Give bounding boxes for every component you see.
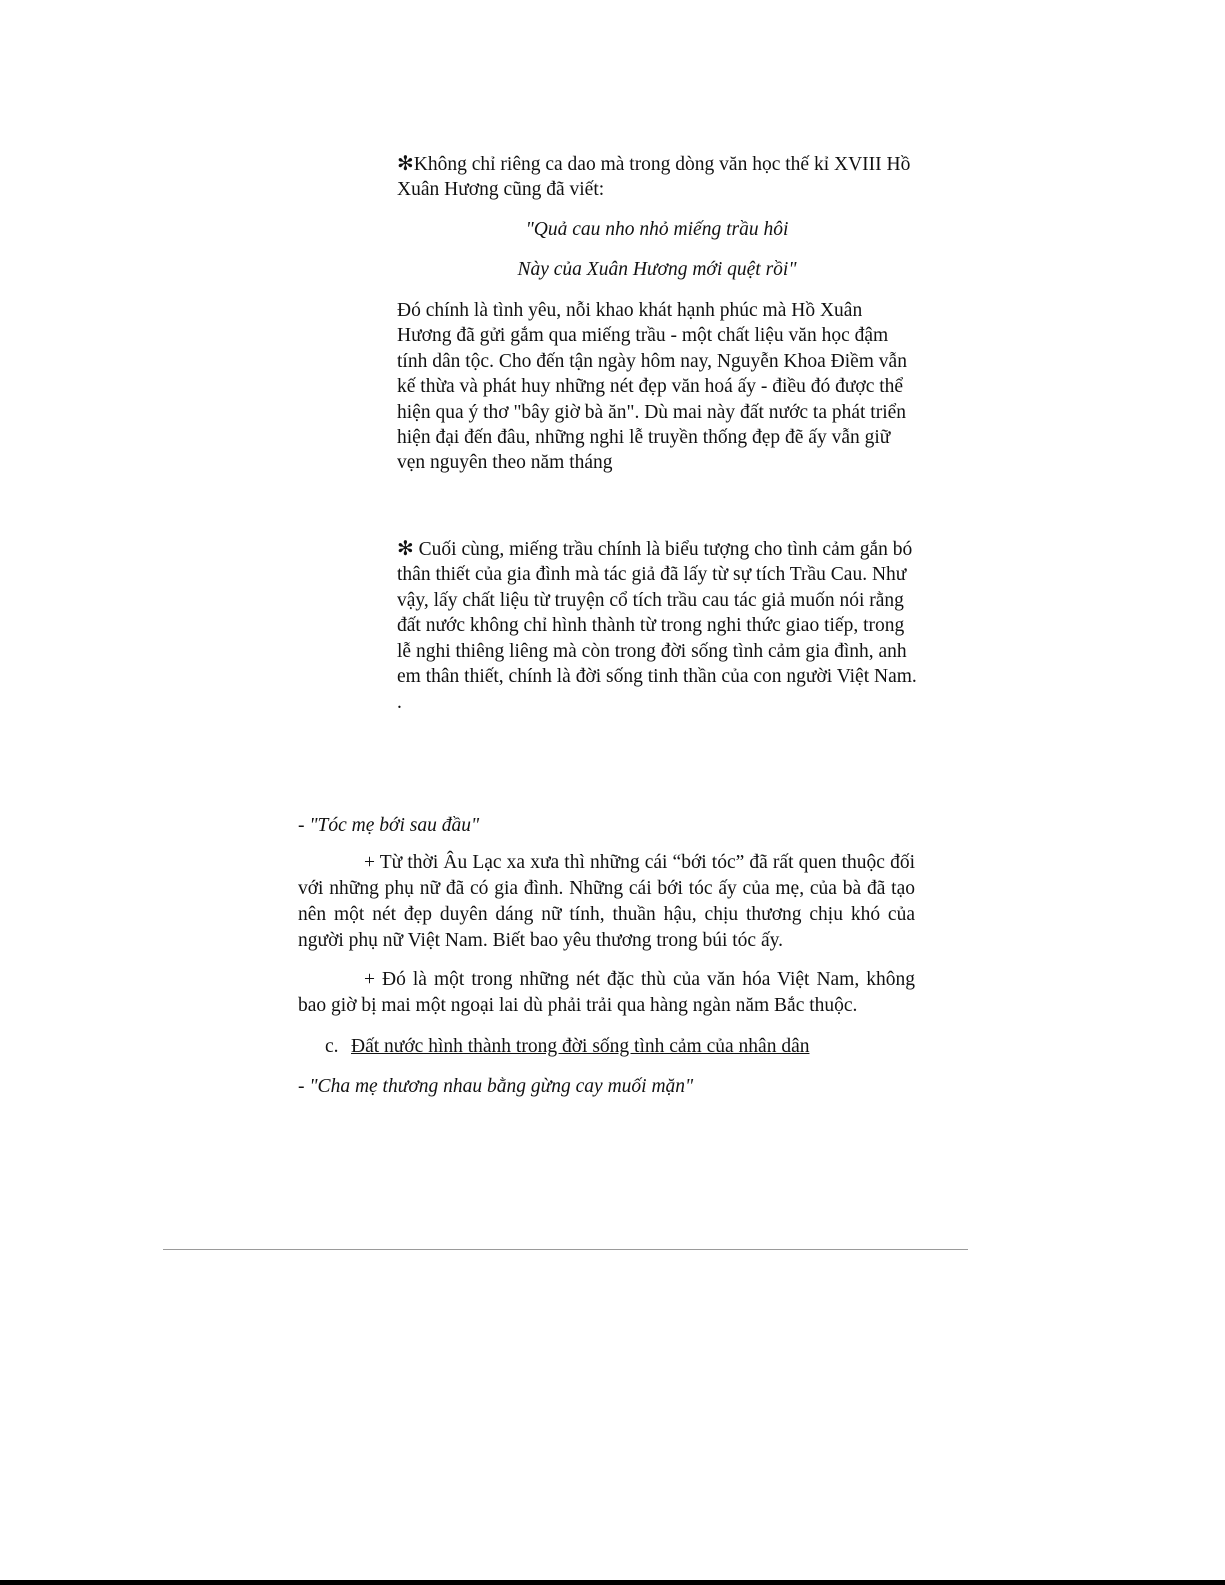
paragraph-trau-cau-legend: [397, 536, 917, 689]
poem-line-2: Này của Xuân Hương mới quệt rồi": [517, 259, 797, 280]
paragraph-van-hoa: + Đó là một trong những nét đặc thù của văn hóa Việt Nam, không bao giờ bị mai một ngoại lai dù phải trải qua hàng ngàn năm Bắc thuộc.: [298, 969, 915, 1016]
bottom-edge-bar: [0, 1580, 1225, 1585]
paragraph-text: Cuối cùng, miếng trầu chính là biểu tượng cho tình cảm gắn bó thân thiết của gia đình mà tác giả đã lấy từ sự tích Trầu Cau. Như vậy, lấy chất liệu từ truyện cổ tích trầu cau tác giả muốn nói rằng đất nước không chỉ hình thành từ trong nghi thức giao tiếp, trong lễ nghi thiêng liêng mà còn trong đời sống tình cảm gia đình, anh em thân thiết, chính là đời sống tinh thần của con người Việt Nam.: [397, 539, 917, 688]
paragraph-ho-xuan-huong-intro: [397, 151, 917, 203]
poem-line-1: "Quả cau nho nhỏ miếng trầu hôi: [525, 219, 789, 240]
poem-quote: [397, 218, 917, 298]
stray-dot: .: [397, 692, 402, 713]
subsection-heading-c: [325, 1034, 809, 1060]
paragraph-boi-toc: + Từ thời Âu Lạc xa xưa thì những cái “bới tóc” đã rất quen thuộc đối với những phụ nữ đã có gia đình. Những cái bới tóc ấy của mẹ, của bà đã tạo nên một nét đẹp duyên dáng nữ tính, thuần hậu, chịu thương chịu khó của người phụ nữ Việt Nam. Biết bao yêu thương trong búi tóc ấy.: [298, 852, 915, 951]
section-heading-cha-me: - "Cha mẹ thương nhau bằng gừng cay muối mặn": [298, 1076, 694, 1097]
section-heading-toc-me: - "Tóc mẹ bới sau đầu": [298, 815, 480, 836]
subsection-title: Đất nước hình thành trong đời sống tình cảm của nhân dân: [351, 1036, 810, 1057]
list-marker: c.: [325, 1036, 339, 1057]
asterisk-bullet-icon: ✻: [397, 151, 414, 175]
paragraph-love-longing: Đó chính là tình yêu, nỗi khao khát hạnh phúc mà Hồ Xuân Hương đã gửi gắm qua miếng trầu - một chất liệu văn học đậm tính dân tộc. Cho đến tận ngày hôm nay, Nguyễn Khoa Điềm vẫn kế thừa và phát huy những nét đẹp văn hoá ấy - điều đó được thể hiện qua ý thơ "bây giờ bà ăn". Dù mai này đất nước ta phát triển hiện đại đến đâu, những nghi lễ truyền thống đẹp đẽ ấy vẫn giữ vẹn nguyên theo năm tháng: [397, 300, 907, 474]
horizontal-divider: [163, 1249, 968, 1250]
asterisk-bullet-icon: ✻: [397, 536, 414, 560]
paragraph-text: Không chỉ riêng ca dao mà trong dòng văn học thế kỉ XVIII Hồ Xuân Hương cũng đã viết:: [397, 154, 911, 201]
